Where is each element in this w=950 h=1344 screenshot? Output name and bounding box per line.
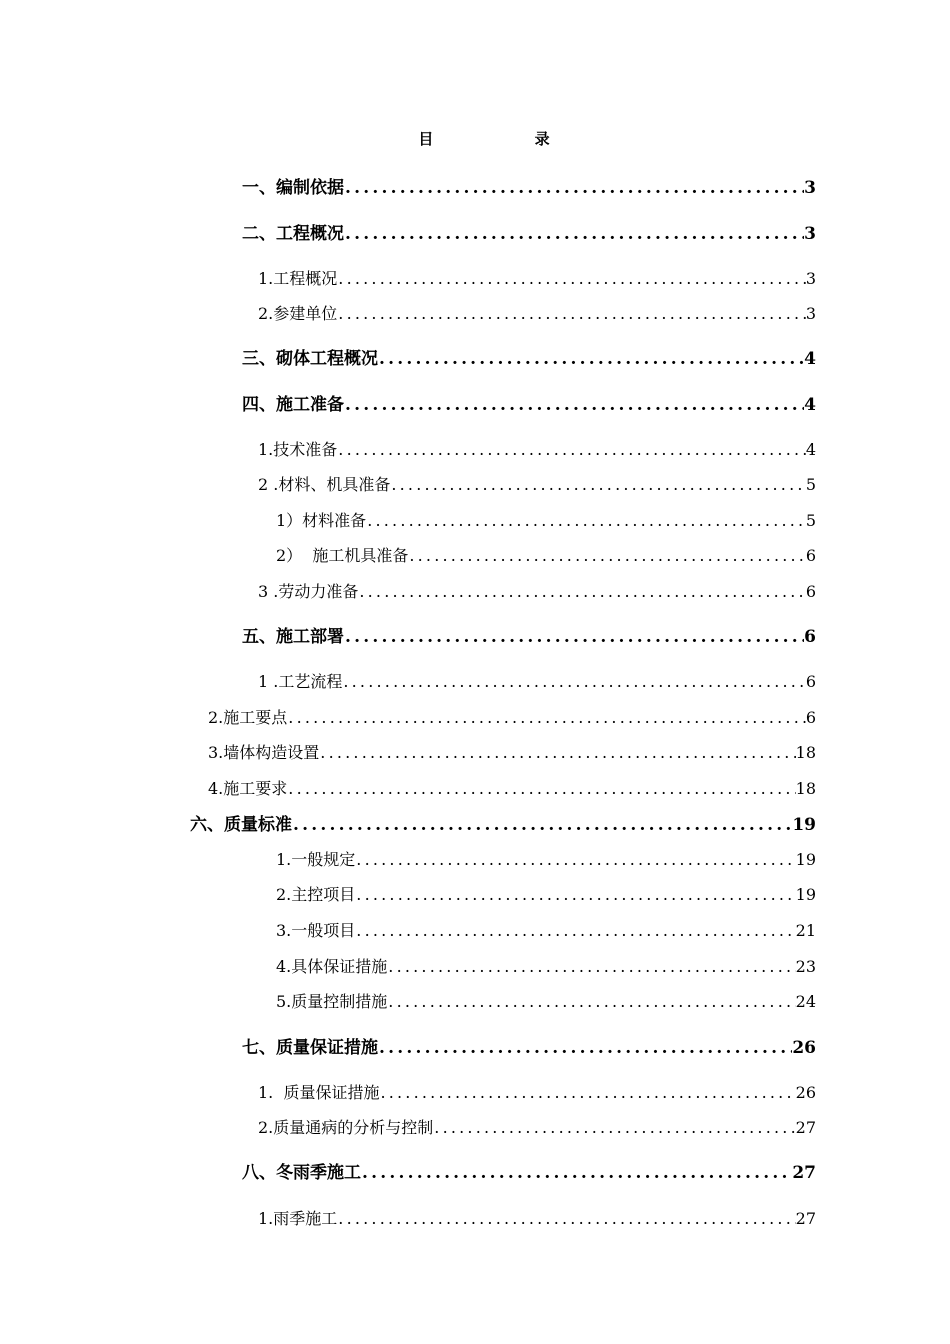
toc-page: 5	[805, 511, 816, 530]
toc-page: 6	[804, 627, 816, 647]
toc-page: 26	[795, 1083, 816, 1102]
toc-page: 18	[795, 743, 816, 762]
toc-title: 目 录	[418, 130, 598, 148]
toc-leader	[344, 222, 804, 246]
toc-page: 27	[795, 1118, 816, 1137]
toc-label: 2 .材料、机具准备	[258, 475, 391, 494]
toc-entry[interactable]	[242, 222, 816, 246]
toc-entry[interactable]	[276, 544, 816, 568]
toc-leader	[342, 670, 805, 694]
toc-page: 19	[795, 885, 816, 904]
toc-leader	[358, 580, 805, 604]
toc-page: 26	[792, 1038, 816, 1058]
toc-entry[interactable]	[208, 777, 816, 801]
toc-entry[interactable]	[258, 302, 816, 326]
toc-entry[interactable]	[258, 1081, 816, 1105]
toc-entry[interactable]	[258, 670, 816, 694]
toc-entry[interactable]	[276, 509, 816, 533]
toc-leader	[378, 1036, 792, 1060]
toc-leader	[344, 176, 804, 200]
toc-page: 3	[805, 269, 816, 288]
toc-label: 2.质量通病的分析与控制	[258, 1118, 434, 1137]
toc-leader	[344, 625, 804, 649]
toc-entry[interactable]	[242, 393, 816, 417]
toc-leader	[355, 919, 795, 943]
toc-label: 七、质量保证措施	[242, 1038, 378, 1058]
toc-leader	[355, 883, 795, 907]
toc-label: 五、施工部署	[242, 627, 344, 647]
toc-page: 3	[805, 304, 816, 323]
toc-leader	[344, 393, 804, 417]
toc-label: 一、编制依据	[242, 178, 344, 198]
toc-label: 三、砌体工程概况	[242, 349, 378, 369]
toc-page: 23	[795, 957, 816, 976]
toc-entry[interactable]	[276, 919, 816, 943]
toc-leader	[378, 347, 804, 371]
toc-page: 18	[795, 779, 816, 798]
toc-leader	[292, 813, 792, 837]
toc-entry[interactable]	[242, 176, 816, 200]
toc-leader	[337, 438, 806, 462]
toc-entry[interactable]	[242, 625, 816, 649]
toc-label: 1. 质量保证措施	[258, 1083, 380, 1102]
toc-entry[interactable]	[276, 990, 816, 1014]
toc-page: 27	[795, 1209, 816, 1228]
toc-entry[interactable]	[276, 955, 816, 979]
toc-entry[interactable]	[258, 1116, 816, 1140]
toc-page: 21	[795, 921, 816, 940]
toc-label: 2.参建单位	[258, 304, 338, 323]
toc-leader	[379, 1081, 795, 1105]
toc-entry[interactable]	[208, 741, 816, 765]
toc-label: 1 .工艺流程	[258, 672, 343, 691]
toc-label: 二、工程概况	[242, 224, 344, 244]
toc-page: 4	[804, 349, 816, 369]
toc-label: 3.墙体构造设置	[208, 743, 320, 762]
toc-entry[interactable]	[276, 848, 816, 872]
toc-page: 4	[805, 440, 816, 459]
toc-page: 6	[805, 546, 816, 565]
toc-label: 3 .劳动力准备	[258, 582, 359, 601]
toc-label: 2） 施工机具准备	[276, 546, 409, 565]
toc-label: 4.施工要求	[208, 779, 288, 798]
toc-leader	[408, 544, 805, 568]
toc-label: 八、冬雨季施工	[242, 1163, 361, 1183]
toc-label: 2.主控项目	[276, 885, 356, 904]
toc-entry[interactable]	[242, 1036, 816, 1060]
toc-page: 19	[792, 815, 816, 835]
toc-entry[interactable]	[276, 883, 816, 907]
toc-label: 1.工程概况	[258, 269, 338, 288]
toc-leader	[433, 1116, 795, 1140]
toc-entry[interactable]	[190, 813, 816, 837]
toc-leader	[361, 1161, 792, 1185]
toc-page: 4	[804, 395, 816, 415]
toc-leader	[390, 473, 805, 497]
toc-page: 6	[805, 708, 816, 727]
toc-leader	[337, 302, 806, 326]
toc-label: 1.技术准备	[258, 440, 338, 459]
toc-label: 3.一般项目	[276, 921, 356, 940]
toc-page: 5	[805, 475, 816, 494]
toc-leader	[355, 848, 795, 872]
toc-page: 19	[795, 850, 816, 869]
toc-leader	[337, 267, 806, 291]
toc-label: 六、质量标准	[190, 815, 292, 835]
toc-page: 3	[804, 224, 816, 244]
toc-leader	[337, 1207, 795, 1231]
toc-page: 27	[792, 1163, 816, 1183]
toc-leader	[387, 955, 795, 979]
toc-page: 6	[805, 672, 816, 691]
toc-entry[interactable]	[258, 267, 816, 291]
toc-entry[interactable]	[242, 1161, 816, 1185]
toc-entry[interactable]	[258, 1207, 816, 1231]
toc-page: 24	[795, 992, 816, 1011]
toc-leader	[387, 990, 795, 1014]
toc-label: 1.雨季施工	[258, 1209, 338, 1228]
toc-leader	[319, 741, 795, 765]
toc-leader	[366, 509, 806, 533]
toc-label: 1）材料准备	[276, 511, 367, 530]
toc-leader	[287, 706, 806, 730]
toc-label: 四、施工准备	[242, 395, 344, 415]
toc-label: 2.施工要点	[208, 708, 288, 727]
toc-label: 5.质量控制措施	[276, 992, 388, 1011]
toc-entry[interactable]	[258, 473, 816, 497]
toc-page: 6	[805, 582, 816, 601]
toc-page: 3	[804, 178, 816, 198]
toc-label: 4.具体保证措施	[276, 957, 388, 976]
toc-entry[interactable]	[208, 706, 816, 730]
toc-leader	[287, 777, 795, 801]
toc-label: 1.一般规定	[276, 850, 356, 869]
toc-entry[interactable]	[258, 438, 816, 462]
toc-entry[interactable]	[258, 580, 816, 604]
toc-entry[interactable]	[242, 347, 816, 371]
